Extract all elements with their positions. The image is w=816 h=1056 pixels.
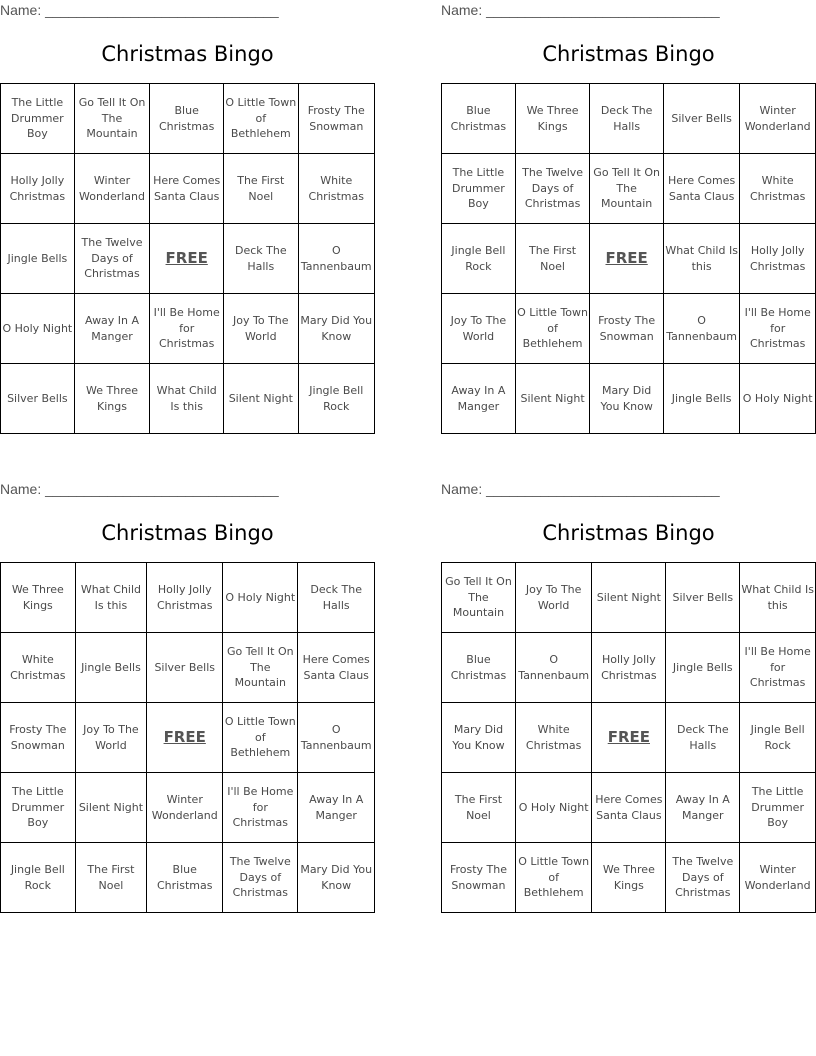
free-space: FREE: [147, 703, 223, 773]
grid-row: [1, 773, 375, 843]
bingo-cell: The First Noel: [442, 773, 516, 843]
bingo-cell: The Twelve Days of Christmas: [223, 843, 298, 913]
bingo-cell: O Holy Night: [1, 294, 75, 364]
bingo-cell: The Little Drummer Boy: [442, 154, 516, 224]
bingo-cell: Silver Bells: [147, 633, 223, 703]
bingo-cell: Go Tell It On The Mountain: [223, 633, 298, 703]
bingo-cell: Away In A Manger: [442, 364, 516, 434]
bingo-cell: Silent Night: [592, 563, 666, 633]
free-space: FREE: [592, 703, 666, 773]
bingo-cell: Mary Did You Know: [442, 703, 516, 773]
grid-row: [442, 703, 816, 773]
bingo-cell: Frosty The Snowman: [590, 294, 664, 364]
bingo-cell: Frosty The Snowman: [1, 703, 76, 773]
bingo-cell: The Little Drummer Boy: [1, 773, 76, 843]
bingo-grid: [441, 562, 816, 913]
bingo-cell: Away In A Manger: [666, 773, 740, 843]
bingo-cell: White Christmas: [1, 633, 76, 703]
name-line: Name: ______________________________: [441, 2, 720, 18]
bingo-cell: O Holy Night: [740, 364, 816, 434]
bingo-cell: Mary Did You Know: [298, 294, 374, 364]
bingo-cell: Blue Christmas: [442, 633, 516, 703]
bingo-cell: Winter Wonderland: [740, 843, 816, 913]
grid-row: [1, 563, 375, 633]
bingo-cell: Joy To The World: [515, 563, 591, 633]
name-line: Name: ______________________________: [441, 481, 720, 497]
bingo-cell: O Holy Night: [515, 773, 591, 843]
bingo-cell: The First Noel: [224, 154, 299, 224]
bingo-cell: Silver Bells: [663, 84, 739, 154]
bingo-cell: O Little Town of Bethlehem: [515, 294, 590, 364]
bingo-cell: Holly Jolly Christmas: [147, 563, 223, 633]
bingo-cell: Holly Jolly Christmas: [592, 633, 666, 703]
bingo-cell: What Child Is this: [663, 224, 739, 294]
bingo-cell: Silent Night: [515, 364, 590, 434]
bingo-cell: Deck The Halls: [590, 84, 664, 154]
bingo-cell: Winter Wonderland: [147, 773, 223, 843]
bingo-cell: I'll Be Home for Christmas: [740, 294, 816, 364]
card-title: Christmas Bingo: [101, 521, 274, 545]
bingo-cell: The First Noel: [75, 843, 147, 913]
bingo-cell: Here Comes Santa Claus: [592, 773, 666, 843]
bingo-cell: What Child Is this: [150, 364, 224, 434]
grid-row: [442, 294, 816, 364]
bingo-cell: O Tannenbaum: [298, 703, 375, 773]
bingo-cell: Joy To The World: [224, 294, 299, 364]
bingo-cell: O Holy Night: [223, 563, 298, 633]
bingo-cell: Frosty The Snowman: [442, 843, 516, 913]
bingo-cell: Holly Jolly Christmas: [1, 154, 75, 224]
bingo-cell: What Child Is this: [75, 563, 147, 633]
bingo-cell: Blue Christmas: [150, 84, 224, 154]
bingo-cell: Here Comes Santa Claus: [298, 633, 375, 703]
grid-row: [1, 294, 375, 364]
bingo-cell: Here Comes Santa Claus: [150, 154, 224, 224]
bingo-cell: Blue Christmas: [147, 843, 223, 913]
bingo-cell: What Child Is this: [740, 563, 816, 633]
bingo-cell: Frosty The Snowman: [298, 84, 374, 154]
bingo-cell: We Three Kings: [592, 843, 666, 913]
bingo-cell: Silent Night: [75, 773, 147, 843]
grid-row: [442, 364, 816, 434]
bingo-cell: O Little Town of Bethlehem: [223, 703, 298, 773]
bingo-cell: Jingle Bells: [666, 633, 740, 703]
bingo-cell: Silver Bells: [666, 563, 740, 633]
grid-row: [442, 773, 816, 843]
bingo-cell: Deck The Halls: [666, 703, 740, 773]
bingo-cell: Silent Night: [224, 364, 299, 434]
grid-row: [1, 703, 375, 773]
bingo-grid: [0, 83, 375, 434]
grid-row: [442, 224, 816, 294]
grid-row: [442, 633, 816, 703]
bingo-cell: Holly Jolly Christmas: [740, 224, 816, 294]
bingo-cell: The Little Drummer Boy: [1, 84, 75, 154]
bingo-grid: [0, 562, 375, 913]
grid-row: [1, 84, 375, 154]
bingo-cell: The Twelve Days of Christmas: [515, 154, 590, 224]
bingo-cell: Jingle Bell Rock: [1, 843, 76, 913]
bingo-cell: Silver Bells: [1, 364, 75, 434]
bingo-cell: Jingle Bell Rock: [442, 224, 516, 294]
bingo-cell: Jingle Bell Rock: [298, 364, 374, 434]
bingo-cell: Away In A Manger: [298, 773, 375, 843]
bingo-cell: Jingle Bells: [75, 633, 147, 703]
bingo-cell: Winter Wonderland: [740, 84, 816, 154]
free-space: FREE: [590, 224, 664, 294]
bingo-cell: Deck The Halls: [298, 563, 375, 633]
card-title: Christmas Bingo: [101, 42, 274, 66]
bingo-cell: White Christmas: [740, 154, 816, 224]
bingo-cell: O Tannenbaum: [663, 294, 739, 364]
grid-row: [1, 633, 375, 703]
card-title: Christmas Bingo: [542, 521, 715, 545]
name-line: Name: ______________________________: [0, 481, 279, 497]
bingo-cell: The Twelve Days of Christmas: [666, 843, 740, 913]
bingo-cell: O Little Town of Bethlehem: [515, 843, 591, 913]
bingo-cell: Here Comes Santa Claus: [663, 154, 739, 224]
name-line: Name: ______________________________: [0, 2, 279, 18]
bingo-cell: Go Tell It On The Mountain: [442, 563, 516, 633]
bingo-cell: The Twelve Days of Christmas: [74, 224, 150, 294]
grid-row: [442, 84, 816, 154]
bingo-cell: Mary Did You Know: [298, 843, 375, 913]
bingo-cell: Mary Did You Know: [590, 364, 664, 434]
bingo-cell: The First Noel: [515, 224, 590, 294]
bingo-cell: Blue Christmas: [442, 84, 516, 154]
bingo-cell: I'll Be Home for Christmas: [740, 633, 816, 703]
bingo-cell: White Christmas: [298, 154, 374, 224]
card-title: Christmas Bingo: [542, 42, 715, 66]
bingo-cell: Go Tell It On The Mountain: [590, 154, 664, 224]
bingo-cell: We Three Kings: [1, 563, 76, 633]
bingo-cell: Jingle Bells: [1, 224, 75, 294]
grid-row: [1, 843, 375, 913]
bingo-cell: O Tannenbaum: [515, 633, 591, 703]
bingo-cell: I'll Be Home for Christmas: [150, 294, 224, 364]
bingo-cell: We Three Kings: [74, 364, 150, 434]
bingo-cell: We Three Kings: [515, 84, 590, 154]
grid-row: [1, 364, 375, 434]
bingo-cell: O Tannenbaum: [298, 224, 374, 294]
bingo-cell: Deck The Halls: [224, 224, 299, 294]
bingo-grid: [441, 83, 816, 434]
bingo-cell: Go Tell It On The Mountain: [74, 84, 150, 154]
grid-row: [442, 563, 816, 633]
bingo-cell: O Little Town of Bethlehem: [224, 84, 299, 154]
grid-row: [1, 224, 375, 294]
bingo-cell: White Christmas: [515, 703, 591, 773]
bingo-cell: The Little Drummer Boy: [740, 773, 816, 843]
grid-row: [1, 154, 375, 224]
grid-row: [442, 843, 816, 913]
bingo-cell: I'll Be Home for Christmas: [223, 773, 298, 843]
free-space: FREE: [150, 224, 224, 294]
bingo-cell: Joy To The World: [75, 703, 147, 773]
bingo-cell: Jingle Bells: [663, 364, 739, 434]
bingo-cell: Away In A Manger: [74, 294, 150, 364]
bingo-cell: Winter Wonderland: [74, 154, 150, 224]
bingo-cell: Joy To The World: [442, 294, 516, 364]
grid-row: [442, 154, 816, 224]
bingo-cell: Jingle Bell Rock: [740, 703, 816, 773]
